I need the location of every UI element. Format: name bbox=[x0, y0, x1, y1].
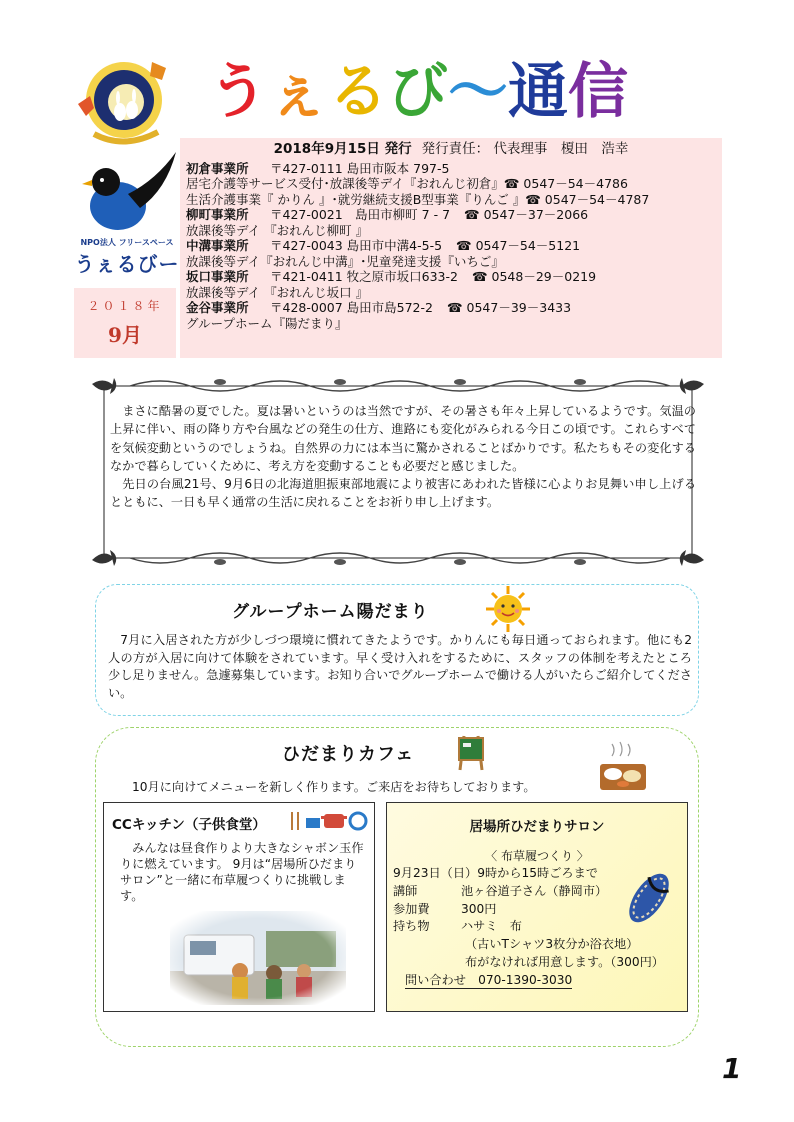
salon-subtitle: 〈 布草履つくり 〉 bbox=[485, 849, 589, 863]
office-phone: ☎ 0547－54－5121 bbox=[456, 238, 581, 253]
cafe-title: ひだまりカフェ bbox=[282, 744, 415, 765]
salon-row-key: 講師 bbox=[393, 883, 418, 898]
office-list bbox=[186, 161, 716, 332]
title-char: ～ bbox=[448, 57, 508, 127]
office-entry bbox=[186, 207, 716, 223]
cutlery-pot-icon bbox=[288, 808, 372, 832]
salon-row-key: 参加費 bbox=[393, 901, 430, 916]
office-name: 中溝事業所 bbox=[186, 238, 249, 253]
issue-date: 2018年9月15日 発行 bbox=[273, 141, 412, 157]
office-service-line: 放課後等デイ 『おれんじ坂口 』 bbox=[186, 284, 369, 300]
group-home-title: グループホーム陽だまり bbox=[232, 602, 429, 622]
title-char: う bbox=[208, 57, 268, 127]
office-service-line: 居宅介護等サービス受付･放課後等デイ『おれんじ初倉』☎ 0547－54－4786 bbox=[186, 176, 628, 191]
office-phone: ☎ 0547－37－2066 bbox=[464, 207, 589, 222]
org-subtitle: NPO法人 フリースペース bbox=[80, 238, 174, 247]
salon-row-value: 300円 bbox=[461, 901, 497, 916]
sun-icon bbox=[480, 586, 536, 632]
title-char: る bbox=[328, 57, 388, 127]
title-char: 通 bbox=[508, 57, 568, 127]
issue-month-box bbox=[74, 288, 176, 358]
salon-box bbox=[386, 802, 688, 1012]
office-address: 〒427-0111 島田市阪本 797-5 bbox=[270, 160, 450, 176]
office-entry bbox=[186, 300, 716, 316]
office-address: 〒427-0021 島田市柳町 7 - 7 bbox=[270, 207, 451, 222]
bird-logo bbox=[80, 150, 180, 235]
newsletter-title bbox=[208, 52, 628, 132]
cloth-sandal-icon bbox=[621, 867, 677, 929]
cc-kitchen-text: みんなは昼食作りより大きなシャボン玉作りに燃えています。 9月は“居場所ひだまりサロン”と一緒に布草履つくりに挑戦します。 bbox=[120, 841, 364, 903]
group-home-text bbox=[108, 632, 692, 702]
greeting-message bbox=[110, 402, 696, 512]
office-address: 〒428-0007 島田市島572-2 bbox=[270, 300, 433, 315]
office-entry bbox=[186, 269, 716, 285]
office-info-box bbox=[180, 138, 722, 358]
issue-line bbox=[186, 142, 716, 158]
salon-date: 9月23日（日）9時から15時ごろまで bbox=[393, 866, 598, 880]
title-char: び bbox=[388, 57, 448, 127]
easel-board-icon bbox=[452, 730, 490, 774]
office-phone: ☎ 0548－29－0219 bbox=[471, 269, 597, 284]
salon-row-value: 池ヶ谷道子さん（静岡市） bbox=[461, 883, 608, 898]
responsible-person: 発行責任： 代表理事 榎田 浩幸 bbox=[421, 141, 629, 157]
title-char: ぇ bbox=[268, 57, 328, 127]
office-entry bbox=[186, 161, 716, 177]
kitchen-event-photo bbox=[170, 911, 346, 1005]
office-phone: ☎ 0547－39－3433 bbox=[446, 300, 572, 315]
office-name: 初倉事業所 bbox=[186, 160, 249, 176]
office-address: 〒427-0043 島田市中溝4-5-5 bbox=[270, 238, 443, 253]
office-service-line: 生活介護事業『 かりん 』･就労継続支援B型事業『りんご 』☎ 0547－54－4787 bbox=[186, 191, 650, 207]
salon-row-value: ハサミ 布 bbox=[461, 919, 522, 934]
salon-note: 布がなければ用意します。（300円） bbox=[465, 954, 664, 969]
salon-row-key: 持ち物 bbox=[393, 919, 430, 934]
cafe-lead-text: 10月に向けてメニューを新しく作ります。ご来店をお待ちしております。 bbox=[132, 780, 536, 794]
office-name: 金谷事業所 bbox=[186, 300, 249, 315]
org-name: うぇるびー bbox=[74, 252, 180, 276]
issue-year: ２０１８年 bbox=[87, 299, 163, 313]
group-home-paragraph: 7月に入居された方が少しづつ環境に慣れてきたようです。かりんにも毎日通っておられます。他にも2人の方が入居に向けて体験をされています。早く受け入れをするために、スタッフの体制を考えたところ少し足りません。急遽募集しています。お知り合いでグループホームで働ける人がいたらご紹介してください。 bbox=[108, 633, 692, 700]
message-paragraph: 先日の台風21号、9月6日の北海道胆振東部地震により被害にあわれた皆様に心よりお見舞い申し上げるとともに、一日も早く通常の生活に戻れることをお祈り申し上げます。 bbox=[110, 477, 697, 510]
page-number: 1 bbox=[722, 1052, 742, 1085]
office-service-line: 放課後等デイ『おれんじ中溝』･児童発達支援『いちご』 bbox=[186, 253, 504, 269]
office-entry bbox=[186, 238, 716, 254]
moon-rabbit-logo bbox=[74, 50, 174, 150]
cc-kitchen-box bbox=[103, 802, 375, 1012]
salon-contact: 問い合わせ 070-1390-3030 bbox=[405, 972, 573, 987]
issue-month: 9月 bbox=[108, 323, 142, 347]
office-service-line: グループホーム『陽だまり』 bbox=[186, 315, 348, 331]
salon-note: （古いTシャツ3枚分か浴衣地） bbox=[465, 937, 639, 952]
message-paragraph: まさに酷暑の夏でした。夏は暑いというのは当然ですが、その暑さも年々上昇しているようです。気温の上昇に伴い、雨の降り方や台風などの発生の仕方、進路にも変化がみられる今日この頃です。これらすべてを気候変動というのでしょうね。自然界の力には本当に驚かされることばかりです。私たちもその変化するなかで暮らしていくために、考え方を変動することも必要だと感じました。 bbox=[110, 404, 696, 473]
cc-kitchen-title: CCキッチン（子供食堂） bbox=[112, 817, 266, 833]
office-name: 柳町事業所 bbox=[186, 207, 249, 222]
salon-title: 居場所ひだまりサロン bbox=[469, 819, 605, 835]
office-name: 坂口事業所 bbox=[186, 269, 249, 284]
office-service-line: 放課後等デイ 『おれんじ柳町 』 bbox=[186, 222, 369, 238]
meal-tray-icon bbox=[598, 740, 648, 795]
office-address: 〒421-0411 牧之原市坂口633-2 bbox=[270, 269, 458, 284]
title-char: 信 bbox=[568, 57, 628, 127]
